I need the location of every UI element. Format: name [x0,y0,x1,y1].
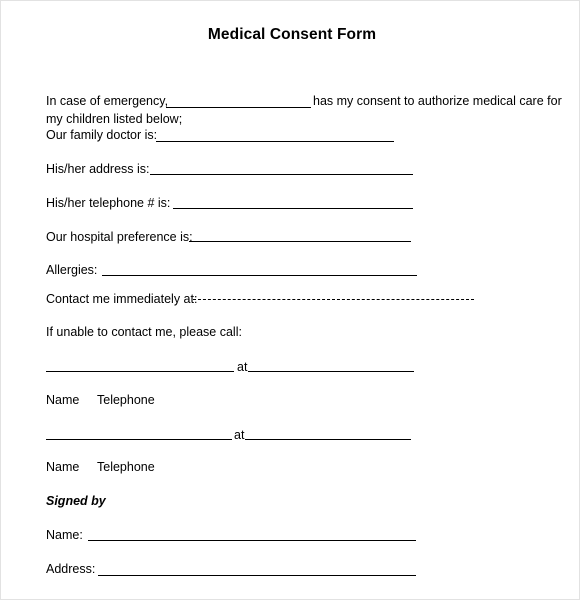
signer-address-label: Address: [46,562,96,576]
signer-address-field[interactable] [98,575,416,576]
signer-name-field[interactable] [88,540,416,541]
doctor-address-label: His/her address is: [46,162,150,176]
alt-contact-2-name-field[interactable] [46,439,232,440]
contact-label: Contact me immediately at: [46,292,198,306]
emergency-person-field[interactable] [166,107,311,108]
name-column-label-1: Name [46,393,80,407]
telephone-column-label-2: Telephone [97,460,155,474]
family-doctor-field[interactable] [156,141,394,142]
hospital-preference-label: Our hospital preference is: [46,230,193,244]
signed-by-heading: Signed by [46,494,106,508]
unable-contact-label: If unable to contact me, please call: [46,325,242,339]
emergency-prefix-label: In case of emergency, [46,94,169,108]
hospital-preference-field[interactable] [189,241,411,242]
alt-contact-1-name-field[interactable] [46,371,234,372]
at-label-2: at [234,428,245,442]
telephone-column-label-1: Telephone [97,393,155,407]
at-label-1: at [237,360,248,374]
form-title: Medical Consent Form [207,26,377,43]
signer-name-label: Name: [46,528,83,542]
emergency-line2-label: my children listed below; [46,112,183,126]
contact-at-field[interactable] [193,299,474,300]
doctor-address-field[interactable] [150,174,413,175]
doctor-telephone-label: His/her telephone # is: [46,196,171,210]
family-doctor-label: Our family doctor is: [46,128,158,142]
alt-contact-2-phone-field[interactable] [245,439,411,440]
alt-contact-1-phone-field[interactable] [248,371,414,372]
name-column-label-2: Name [46,460,80,474]
allergies-label: Allergies: [46,263,98,277]
emergency-suffix-label: has my consent to authorize medical care for [313,94,562,108]
allergies-field[interactable] [102,275,417,276]
doctor-telephone-field[interactable] [173,208,413,209]
